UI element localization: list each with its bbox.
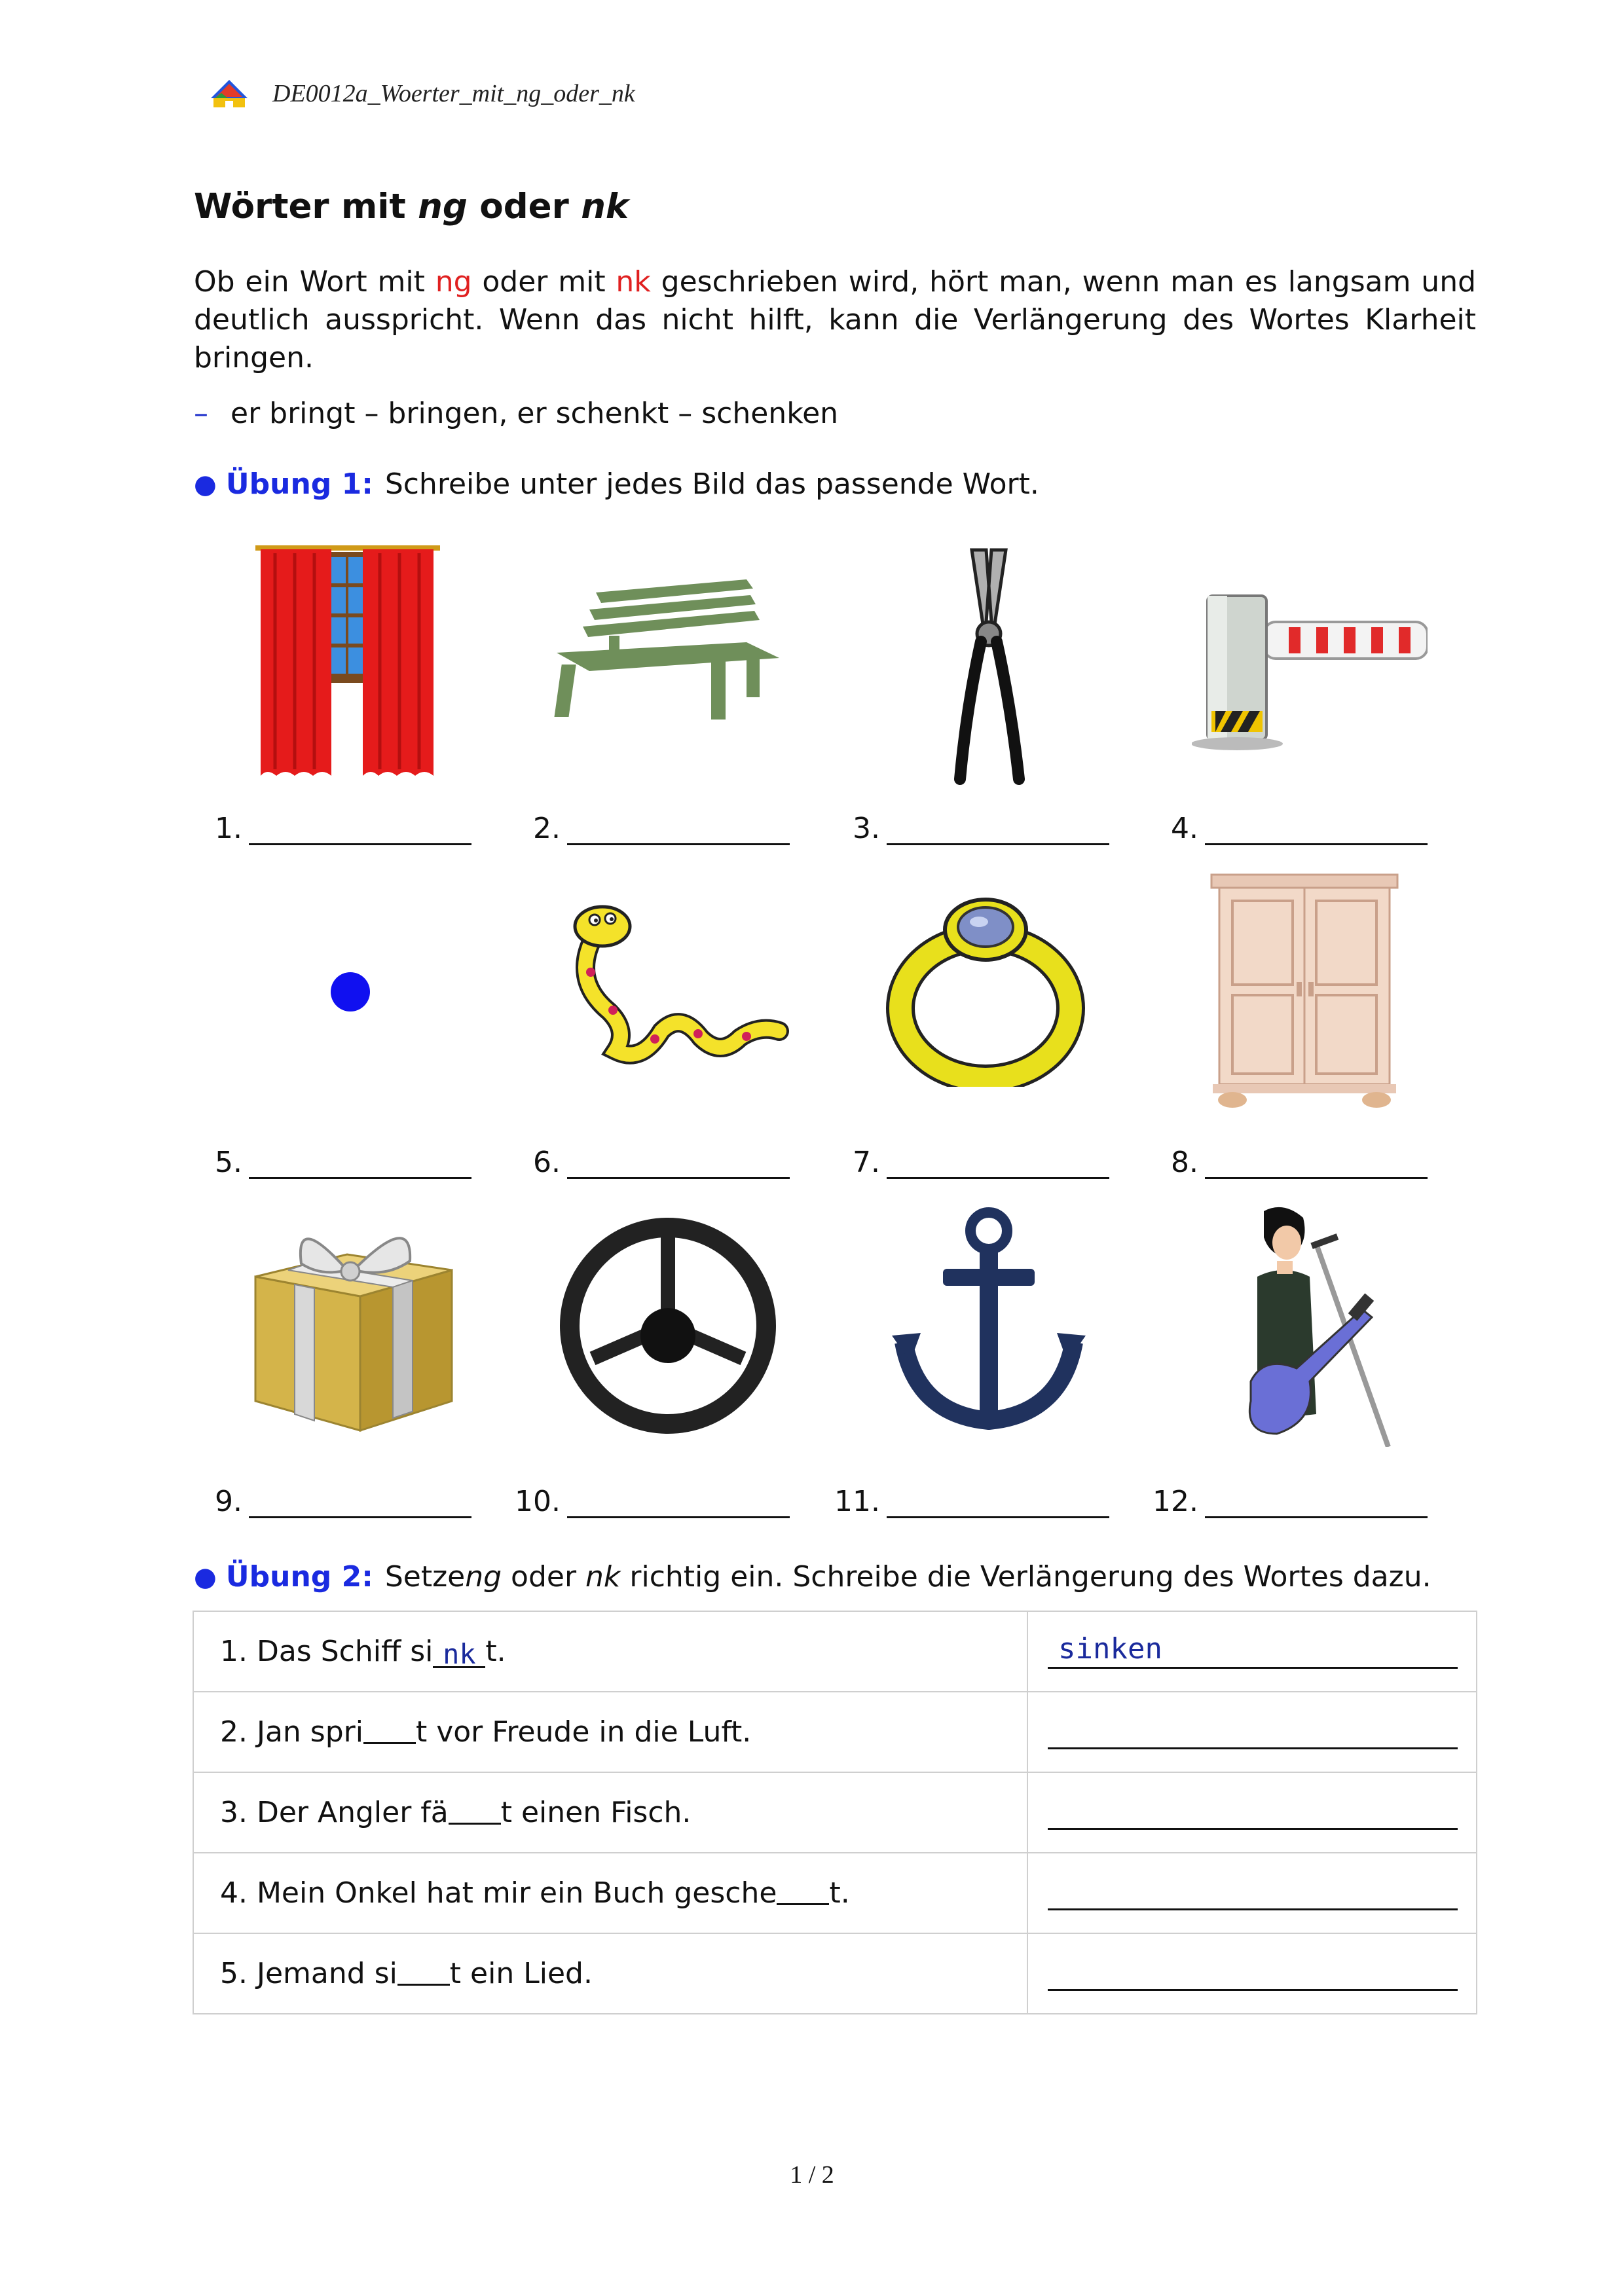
- answer-blank[interactable]: [249, 1490, 471, 1518]
- answer-cell[interactable]: [1027, 1611, 1477, 1692]
- sentence-before: 3. Der Angler fä: [220, 1796, 449, 1829]
- item-number: 1.: [215, 812, 242, 845]
- answer-blank[interactable]: [249, 817, 471, 845]
- sentence-cell: [193, 1853, 1027, 1933]
- sentence-after: t.: [485, 1635, 506, 1668]
- document-id: DE0012a_Woerter_mit_ng_oder_nk: [272, 80, 635, 107]
- exercise2-table: [193, 1611, 1477, 2014]
- answer-line-10[interactable]: [515, 1485, 790, 1518]
- answer-cell[interactable]: [1027, 1692, 1477, 1772]
- sentence-before: 5. Jemand si: [220, 1957, 397, 1990]
- sentence-after: t ein Lied.: [449, 1957, 593, 1990]
- answer-line-5[interactable]: [215, 1146, 471, 1179]
- answer-blank[interactable]: [887, 1490, 1109, 1518]
- singer-icon: [1238, 1205, 1401, 1447]
- gap-field[interactable]: nk: [433, 1643, 485, 1668]
- dot-icon: [327, 969, 373, 1015]
- example-dash: –: [194, 397, 208, 430]
- anchor-icon: [891, 1205, 1087, 1437]
- gap-field[interactable]: [363, 1719, 416, 1744]
- exercise1-instruction: Schreibe unter jedes Bild das passende Wort.: [384, 467, 1039, 501]
- answer-field[interactable]: [1048, 1634, 1458, 1669]
- exercise2-instruction-b: oder: [502, 1560, 586, 1594]
- table-row: [193, 1611, 1477, 1692]
- exercise2-instruction-c: richtig ein. Schreibe die Verlängerung des Wortes dazu.: [620, 1560, 1431, 1594]
- answer-line-4[interactable]: [1171, 812, 1428, 845]
- item-number: 3.: [853, 812, 880, 845]
- exercise1-heading: [194, 467, 1039, 501]
- table-row: [193, 1853, 1477, 1933]
- answer-field[interactable]: [1048, 1876, 1458, 1910]
- item-number: 5.: [215, 1146, 242, 1179]
- example-text: er bringt – bringen, er schenkt – schenken: [231, 397, 839, 430]
- exercise1-bullet: ●: [194, 469, 217, 500]
- intro-text-2: oder mit: [471, 265, 616, 299]
- schoolhouse-logo-icon: [208, 79, 250, 109]
- page-title: [194, 187, 629, 227]
- answer-cell[interactable]: [1027, 1853, 1477, 1933]
- answer-cell[interactable]: [1027, 1772, 1477, 1853]
- title-prefix: Wörter mit: [194, 187, 418, 227]
- answer-text: sinken: [1058, 1632, 1162, 1666]
- answer-blank[interactable]: [887, 1151, 1109, 1179]
- item-number: 4.: [1171, 812, 1198, 845]
- sentence-cell: [193, 1772, 1027, 1853]
- sentence-after: t einen Fisch.: [500, 1796, 692, 1829]
- intro-paragraph: [194, 263, 1476, 377]
- exercise2-bullet: ●: [194, 1561, 217, 1592]
- sentence-before: 1. Das Schiff si: [220, 1635, 434, 1668]
- gap-field[interactable]: [397, 1960, 450, 1986]
- gap-field[interactable]: [777, 1880, 829, 1905]
- sentence-after: t.: [829, 1876, 850, 1910]
- intro-text-3: geschrieben wird, hört man, wenn man es langsam und deutlich ausspricht. Wenn das nicht hilft, kann die Verlängerung des Wortes Klarheit bringen.: [194, 265, 1477, 374]
- answer-line-2[interactable]: [533, 812, 790, 845]
- title-middle: oder: [467, 187, 581, 227]
- answer-cell[interactable]: [1027, 1933, 1477, 2014]
- item-number: 2.: [533, 812, 561, 845]
- answer-blank[interactable]: [567, 1490, 790, 1518]
- answer-blank[interactable]: [1205, 1151, 1428, 1179]
- intro-text-1: Ob ein Wort mit: [194, 265, 435, 299]
- item-number: 6.: [533, 1146, 561, 1179]
- answer-field[interactable]: [1048, 1956, 1458, 1991]
- item-number: 7.: [853, 1146, 880, 1179]
- bench-icon: [550, 579, 786, 730]
- ring-icon: [884, 890, 1087, 1087]
- exercise2-instruction-a: Setze: [384, 1560, 466, 1594]
- answer-line-7[interactable]: [853, 1146, 1109, 1179]
- answer-line-9[interactable]: [215, 1485, 471, 1518]
- table-row: [193, 1772, 1477, 1853]
- exercise2-label: Übung 2:: [225, 1560, 373, 1594]
- sentence-cell: [193, 1611, 1027, 1692]
- item-number: 9.: [215, 1485, 242, 1518]
- sentence-after: t vor Freude in die Luft.: [415, 1715, 752, 1749]
- answer-line-3[interactable]: [853, 812, 1109, 845]
- example-line: [194, 397, 838, 430]
- exercise2-ng: ng: [465, 1560, 502, 1594]
- answer-field[interactable]: [1048, 1715, 1458, 1749]
- gift-icon: [236, 1205, 465, 1437]
- answer-line-12[interactable]: [1153, 1485, 1428, 1518]
- item-number: 11.: [834, 1485, 880, 1518]
- sentence-before: 2. Jan spri: [220, 1715, 363, 1749]
- barrier-gate-icon: [1192, 589, 1428, 753]
- gap-field[interactable]: [449, 1799, 501, 1825]
- answer-blank[interactable]: [887, 817, 1109, 845]
- exercise2-heading: [194, 1560, 1431, 1594]
- item-number: 8.: [1171, 1146, 1198, 1179]
- item-number: 12.: [1153, 1485, 1198, 1518]
- exercise1-label: Übung 1:: [225, 467, 373, 501]
- intro-nk: nk: [616, 265, 651, 299]
- sentence-cell: [193, 1933, 1027, 2014]
- item-number: 10.: [515, 1485, 561, 1518]
- exercise2-nk: nk: [585, 1560, 621, 1594]
- sentence-before: 4. Mein Onkel hat mir ein Buch gesche: [220, 1876, 777, 1910]
- answer-line-1[interactable]: [215, 812, 471, 845]
- answer-blank[interactable]: [249, 1151, 471, 1179]
- answer-blank[interactable]: [567, 817, 790, 845]
- answer-field[interactable]: [1048, 1795, 1458, 1830]
- wardrobe-icon: [1206, 871, 1403, 1110]
- answer-blank[interactable]: [1205, 817, 1428, 845]
- title-ng: ng: [418, 187, 468, 227]
- table-row: [193, 1933, 1477, 2014]
- sentence-cell: [193, 1692, 1027, 1772]
- answer-line-8[interactable]: [1171, 1146, 1428, 1179]
- answer-line-6[interactable]: [533, 1146, 790, 1179]
- snake-icon: [550, 900, 792, 1070]
- pliers-icon: [923, 537, 1054, 786]
- page-number: 1 / 2: [790, 2161, 834, 2189]
- document-header: [208, 77, 635, 110]
- steering-wheel-icon: [553, 1214, 783, 1437]
- answer-blank[interactable]: [567, 1151, 790, 1179]
- answer-line-11[interactable]: [834, 1485, 1109, 1518]
- table-row: [193, 1692, 1477, 1772]
- title-nk: nk: [581, 187, 629, 227]
- intro-ng: ng: [435, 265, 472, 299]
- answer-blank[interactable]: [1205, 1490, 1428, 1518]
- curtain-icon: [249, 540, 445, 782]
